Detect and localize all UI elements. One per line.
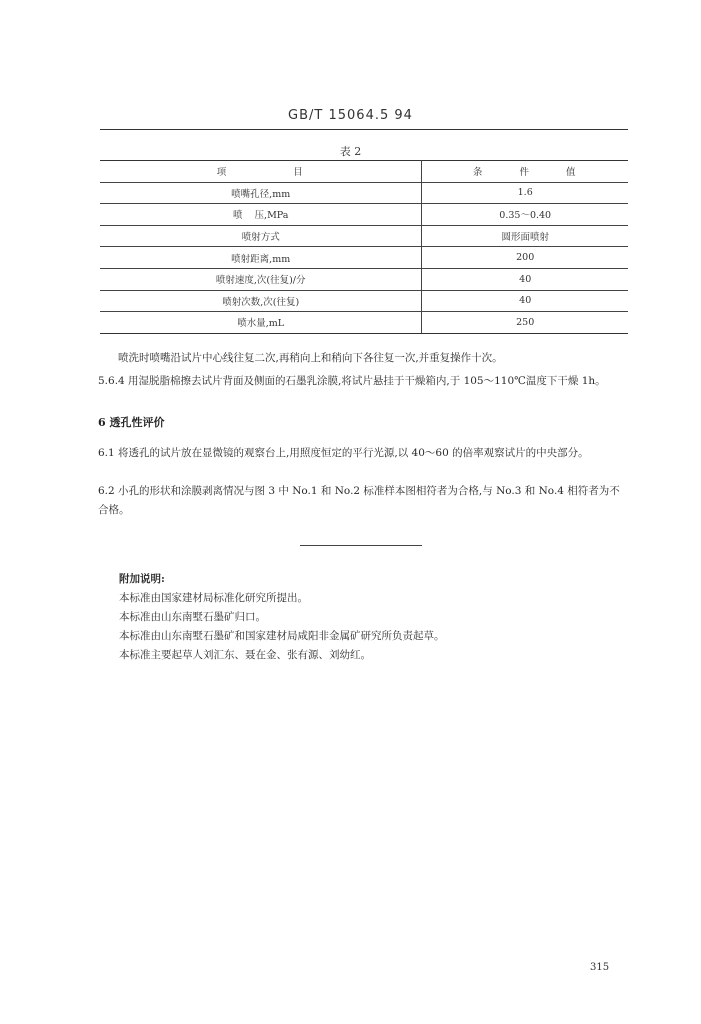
row-item: 喷水量,mL xyxy=(100,312,422,334)
row-item: 喷射距离,mm xyxy=(100,247,422,269)
table-header-row xyxy=(100,161,628,183)
clause-6-1: 6.1 将透孔的试片放在显微镜的观察台上,用照度恒定的平行光源,以 40～60 的倍率观察试片的中央部分。 xyxy=(98,447,589,459)
notes-line: 本标准由国家建材局标准化研究所提出。 xyxy=(119,592,308,604)
clause-5-6-4: 5.6.4 用湿脱脂棉擦去试片背面及侧面的石墨乳涂膜,将试片悬挂于干燥箱内,于 105～110℃温度下干燥 1h。 xyxy=(98,375,606,387)
table-row xyxy=(100,204,628,226)
page-number: 315 xyxy=(590,962,610,973)
clause-6-2: 6.2 小孔的形状和涂膜剥离情况与图 3 中 No.1 和 No.2 标准样本图相符者为合格,与 No.3 和 No.4 相符者为不合格。 xyxy=(98,485,620,516)
table-row xyxy=(100,290,628,312)
notes-line: 本标准由山东南墅石墨矿和国家建材局咸阳非金属矿研究所负责起草。 xyxy=(119,630,445,642)
table-caption: 表 2 xyxy=(339,145,362,158)
row-value: 250 xyxy=(422,312,628,334)
table-row xyxy=(100,247,628,269)
section-divider xyxy=(300,545,422,546)
table-row xyxy=(100,312,628,334)
table-row xyxy=(100,182,628,204)
row-item: 喷嘴孔径,mm xyxy=(100,182,422,204)
table-row xyxy=(100,225,628,247)
row-value: 40 xyxy=(422,290,628,312)
row-value: 0.35～0.40 xyxy=(422,204,628,226)
row-value: 1.6 xyxy=(422,182,628,204)
header-condition: 条 件 值 xyxy=(422,161,628,183)
notes-title: 附加说明: xyxy=(119,573,165,585)
header-item: 项 目 xyxy=(100,161,422,183)
section-6-heading: 6 透孔性评价 xyxy=(98,416,165,429)
row-item: 喷射速度,次(往复)/分 xyxy=(100,268,422,290)
table-row xyxy=(100,268,628,290)
spray-condition-table xyxy=(100,160,628,334)
row-item: 喷射方式 xyxy=(100,225,422,247)
additional-notes xyxy=(119,570,599,665)
row-value: 40 xyxy=(422,268,628,290)
standard-code-header: GB/T 15064.5 94 xyxy=(288,108,413,123)
row-value: 200 xyxy=(422,247,628,269)
notes-line: 本标准主要起草人刘汇东、聂在金、张有源、刘幼红。 xyxy=(119,649,371,661)
notes-line: 本标准由山东南墅石墨矿归口。 xyxy=(119,611,266,623)
row-item: 喷射次数,次(往复) xyxy=(100,290,422,312)
row-item: 喷 压,MPa xyxy=(100,204,422,226)
spray-procedure-paragraph: 喷洗时喷嘴沿试片中心线往复二次,再稍向上和稍向下各往复一次,并重复操作十次。 xyxy=(118,352,503,364)
row-value: 圆形面喷射 xyxy=(422,225,628,247)
header-rule xyxy=(100,129,628,130)
